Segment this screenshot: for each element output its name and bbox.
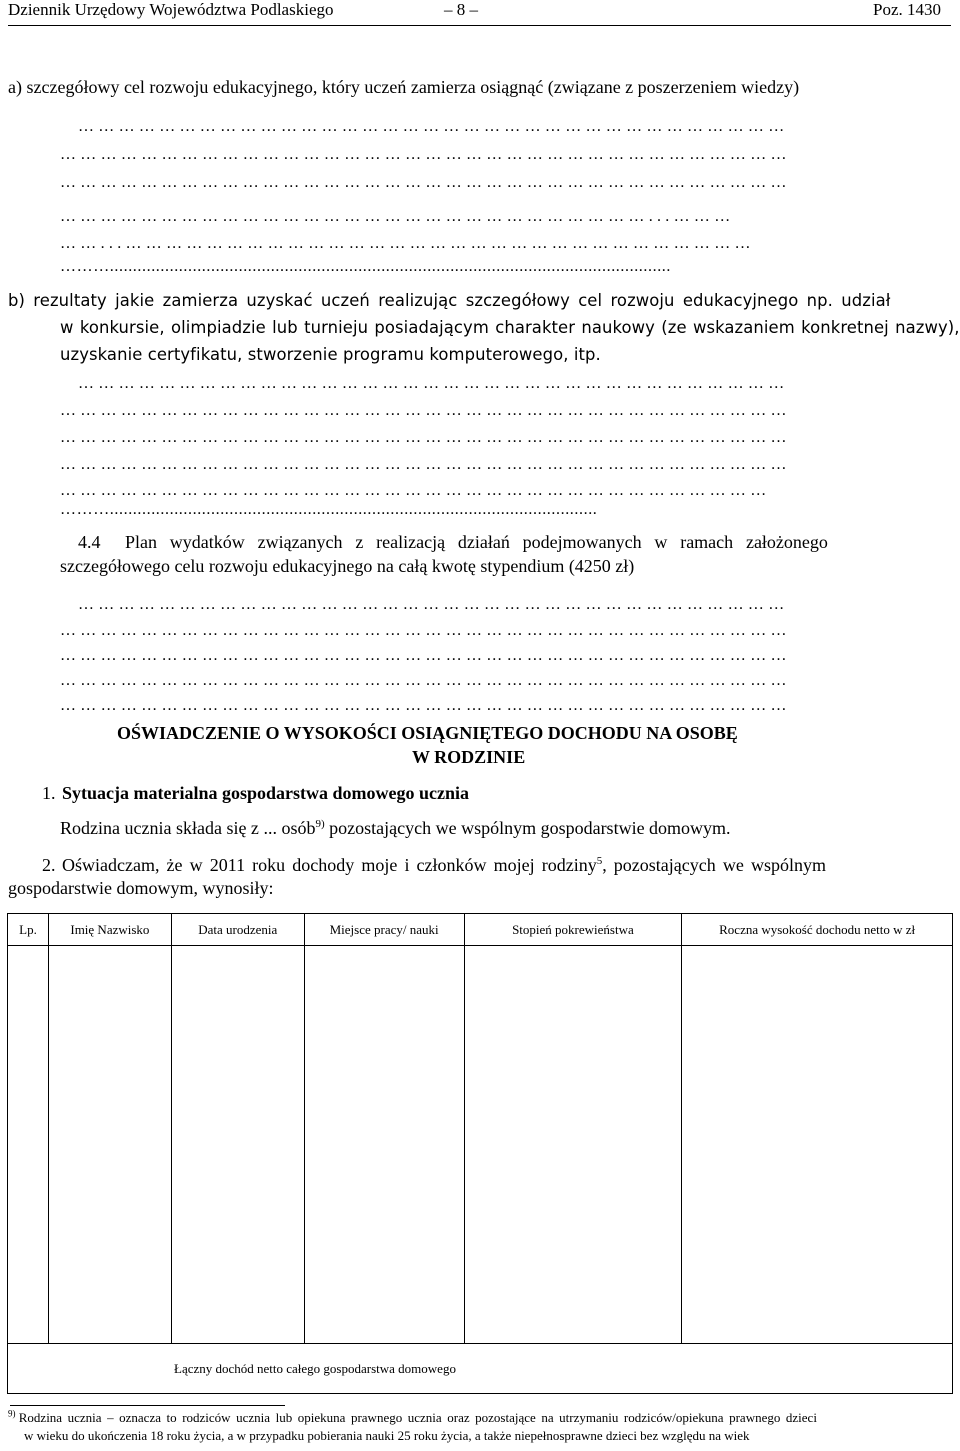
declaration-title-line-1: OŚWIADCZENIE O WYSOKOŚCI OSIĄGNIĘTEGO DOCHODU NA OSOBĘ bbox=[117, 723, 738, 743]
section-44-dots-5: ……………………………………………………………………………………………… bbox=[60, 697, 791, 714]
item-2-line-1-pre: Oświadczam, że w 2011 roku dochody moje i członków mojej rodziny bbox=[62, 855, 597, 875]
section-44-line-2: szczegółowego celu rozwoju edukacyjnego na całą kwotę stypendium (4250 zł) bbox=[60, 556, 635, 576]
col-header-relationship: Stopień pokrewieństwa bbox=[464, 914, 682, 946]
family-size-line bbox=[60, 818, 731, 839]
table-header-row bbox=[8, 914, 953, 946]
section-44-dots-2: ……………………………………………………………………………………………… bbox=[60, 622, 791, 639]
section-a-dots-4: ……………………………………………………………………………...……… bbox=[60, 208, 735, 225]
header-rule bbox=[8, 25, 951, 26]
section-44-dots-4: ……………………………………………………………………………………………… bbox=[60, 672, 791, 689]
footnote-text-1: Rodzina ucznia – oznacza to rodziców ucznia lub opiekuna prawnego ucznia oraz pozostające na utrzymaniu rodziców/opiekuna prawnego dzieci bbox=[18, 1410, 817, 1425]
table-total-row bbox=[8, 1344, 953, 1394]
footnote-rule bbox=[10, 1405, 285, 1406]
col-header-lp: Lp. bbox=[8, 914, 49, 946]
total-income-label: Łączny dochód netto całego gospodarstwa domowego bbox=[8, 1344, 953, 1394]
item-2-number: 2. bbox=[42, 855, 56, 875]
section-b-dots-6: ……….......................................................................................................... bbox=[60, 501, 598, 518]
item-2-line-2: gospodarstwie domowym, wynosiły: bbox=[8, 878, 274, 898]
section-b-line-2: w konkursie, olimpiadzie lub turnieju posiadającym charakter naukowy (ze wskazaniem konkretnej nazwy), bbox=[60, 318, 960, 337]
col-header-workplace: Miejsce pracy/ nauki bbox=[304, 914, 464, 946]
section-44-dots-1: …………………………………………………………………………………………… bbox=[78, 596, 789, 613]
declaration-title-line-2: W RODZINIE bbox=[412, 747, 526, 767]
cell-name[interactable] bbox=[48, 946, 171, 1344]
family-size-mid: osób bbox=[276, 818, 316, 838]
section-b-dots-3: ……………………………………………………………………………………………… bbox=[60, 429, 791, 446]
section-b-dots-2: ……………………………………………………………………………………………… bbox=[60, 402, 791, 419]
footnote-ref-5: 5 bbox=[596, 855, 603, 867]
section-b-dots-1: …………………………………………………………………………………………… bbox=[78, 375, 789, 392]
col-header-income: Roczna wysokość dochodu netto w zł bbox=[682, 914, 953, 946]
family-size-post: pozostających we wspólnym gospodarstwie domowym. bbox=[324, 818, 731, 838]
journal-title: Dziennik Urzędowy Województwa Podlaskiego bbox=[8, 0, 334, 19]
section-a-dots-1: …………………………………………………………………………………………… bbox=[78, 118, 789, 135]
section-44-dots-3: ……………………………………………………………………………………………… bbox=[60, 647, 791, 664]
footnote-ref-9: 9) bbox=[315, 818, 325, 830]
section-a-dots-5: ……...………………………………………………………………………………… bbox=[60, 235, 755, 252]
section-a-dots-2: ……………………………………………………………………………………………… bbox=[60, 146, 791, 163]
cell-income[interactable] bbox=[682, 946, 953, 1344]
footnote-line-1 bbox=[8, 1410, 817, 1426]
item-1-number: 1. bbox=[42, 783, 56, 803]
section-b-line-1: b) rezultaty jakie zamierza uzyskać uczeń realizując szczegółowy cel rozwoju edukacyjnego np. udział bbox=[8, 291, 891, 310]
page-number: – 8 – bbox=[444, 0, 478, 19]
income-table bbox=[7, 913, 953, 1394]
position-number: Poz. 1430 bbox=[873, 0, 941, 19]
item-1-title: Sytuacja materialna gospodarstwa domowego ucznia bbox=[62, 783, 469, 803]
cell-workplace[interactable] bbox=[304, 946, 464, 1344]
section-b-dots-5: …………………………………………………………………………………………… bbox=[60, 482, 771, 499]
section-44-line-1: Plan wydatków związanych z realizacją działań podejmowanych w ramach założonego bbox=[125, 532, 828, 552]
item-2-line-1 bbox=[62, 855, 826, 876]
section-44-number: 4.4 bbox=[78, 532, 101, 552]
section-b-dots-4: ……………………………………………………………………………………………… bbox=[60, 456, 791, 473]
col-header-name: Imię Nazwisko bbox=[48, 914, 171, 946]
cell-birthdate[interactable] bbox=[171, 946, 304, 1344]
table-row bbox=[8, 946, 953, 1344]
family-size-pre: Rodzina ucznia składa się z bbox=[60, 818, 259, 838]
section-a-dots-3: ……………………………………………………………………………………………… bbox=[60, 174, 791, 191]
family-size-blank: ... bbox=[263, 818, 277, 838]
footnote-line-2: w wieku do ukończenia 18 roku życia, a w przypadku pobierania nauki 25 roku życia, a także niepełnosprawne dzieci bez względu na wiek bbox=[24, 1428, 750, 1443]
col-header-birthdate: Data urodzenia bbox=[171, 914, 304, 946]
section-a-text: a) szczegółowy cel rozwoju edukacyjnego, który uczeń zamierza osiągnąć (związane z poszerzeniem wiedzy) bbox=[8, 77, 800, 97]
cell-relationship[interactable] bbox=[464, 946, 682, 1344]
section-a-dots-6: ……….......................................................................................................................... bbox=[60, 258, 671, 275]
item-2-line-1-post: , pozostających we wspólnym bbox=[602, 855, 826, 875]
footnote-mark: 9) bbox=[8, 1408, 16, 1419]
section-b-line-3: uzyskanie certyfikatu, stworzenie programu komputerowego, itp. bbox=[60, 345, 601, 364]
cell-lp[interactable] bbox=[8, 946, 49, 1344]
